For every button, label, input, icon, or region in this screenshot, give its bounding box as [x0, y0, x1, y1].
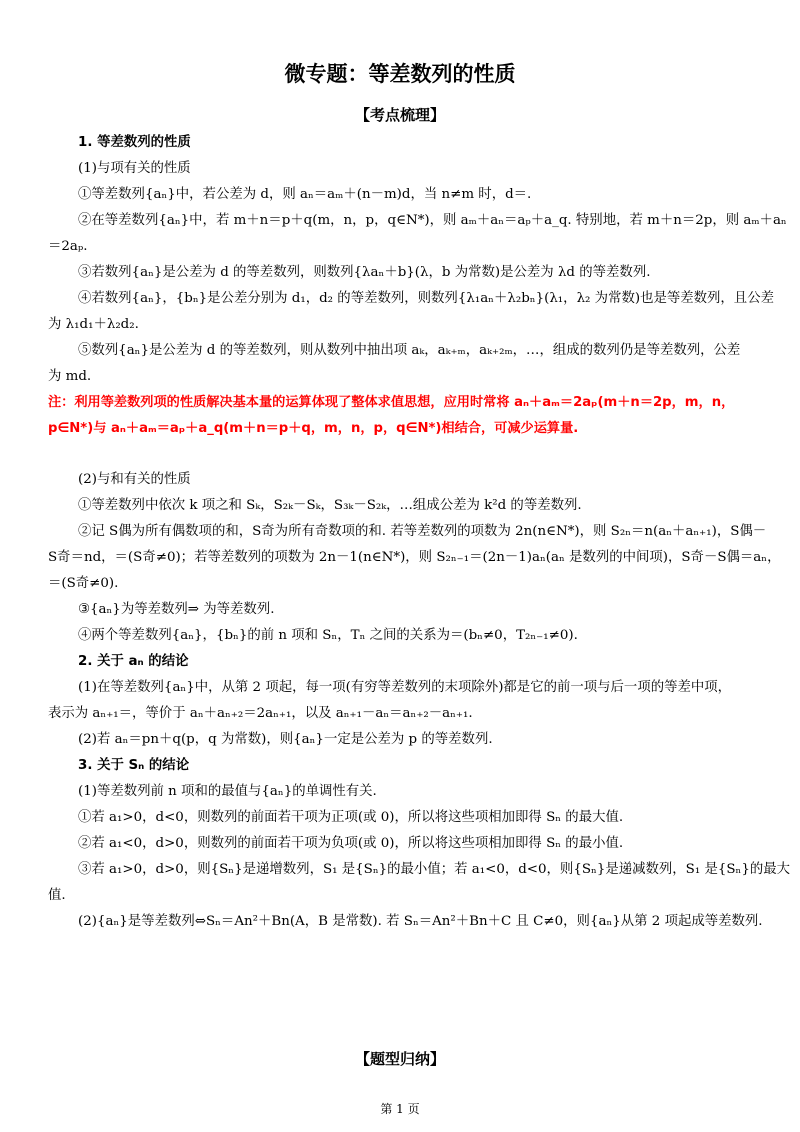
- text-line: ④两个等差数列{aₙ}，{bₙ}的前 n 项和 Sₙ，Tₙ 之间的关系为＝(bₙ≠0，T₂ₙ₋₁≠0).: [78, 628, 578, 643]
- section-heading-kaodian: 【考点梳理】: [354, 106, 445, 124]
- text-line: ③若 a₁>0，d>0，则{Sₙ}是递增数列，S₁ 是{Sₙ}的最小值；若 a₁<0，d<0，则{Sₙ}是递减数列，S₁ 是{Sₙ}的最大: [78, 862, 791, 877]
- text-line: ②记 S偶为所有偶数项的和，S奇为所有奇数项的和. 若等差数列的项数为 2n(n∈N*)，则 S₂ₙ＝n(aₙ＋aₙ₊₁)，S偶－: [78, 524, 767, 539]
- text-line: 为 md.: [48, 369, 92, 384]
- page-number: 第 1 页: [380, 1102, 420, 1116]
- text-line: ③{aₙ}为等差数列⇒ 为等差数列.: [78, 602, 275, 617]
- text-line: ①等差数列{aₙ}中，若公差为 d，则 aₙ＝aₘ＋(n－m)d，当 n≠m 时，d＝.: [78, 187, 532, 202]
- text-line: ⑤数列{aₙ}是公差为 d 的等差数列，则从数列中抽出项 aₖ，aₖ₊ₘ，aₖ₊₂ₘ，…，组成的数列仍是等差数列，公差: [78, 343, 741, 358]
- text-line: ②若 a₁<0，d>0，则数列的前面若干项为负项(或 0)，所以将这些项相加即得 Sₙ 的最小值.: [78, 836, 624, 851]
- text-line: ②在等差数列{aₙ}中，若 m＋n＝p＋q(m，n，p，q∈N*)，则 aₘ＋aₙ＝aₚ＋a_q. 特别地，若 m＋n＝2p，则 aₘ＋aₙ: [78, 213, 787, 228]
- text-line: (2)若 aₙ＝pn＋q(p，q 为常数)，则{aₙ}一定是公差为 p 的等差数列.: [78, 732, 493, 747]
- text-line: ①若 a₁>0，d<0，则数列的前面若干项为正项(或 0)，所以将这些项相加即得 Sₙ 的最大值.: [78, 810, 624, 825]
- text-line: ④若数列{aₙ}，{bₙ}是公差分别为 d₁，d₂ 的等差数列，则数列{λ₁aₙ＋λ₂bₙ}(λ₁，λ₂ 为常数)也是等差数列，且公差: [78, 291, 774, 306]
- text-line: 表示为 aₙ₊₁＝，等价于 aₙ＋aₙ₊₂＝2aₙ₊₁，以及 aₙ₊₁－aₙ＝aₙ₊₂－aₙ₊₁.: [48, 706, 473, 721]
- text-line: ＝(S奇≠0).: [48, 576, 119, 591]
- text-line: ＝2aₚ.: [48, 239, 88, 254]
- note-line: p∈N*)与 aₙ＋aₘ＝aₚ＋a_q(m＋n＝p＋q，m，n，p，q∈N*)相结合，可减少运算量.: [48, 421, 579, 436]
- text-line: ①等差数列中依次 k 项之和 Sₖ，S₂ₖ－Sₖ，S₃ₖ－S₂ₖ，…组成公差为 k²d 的等差数列.: [78, 498, 582, 513]
- page-title: 微专题：等差数列的性质: [284, 62, 516, 86]
- subheading-term-properties: (1)与项有关的性质: [78, 161, 191, 176]
- text-line: 为 λ₁d₁＋λ₂d₂.: [48, 317, 139, 332]
- text-line: (1)等差数列前 n 项和的最值与{aₙ}的单调性有关.: [78, 784, 377, 799]
- text-line: ③若数列{aₙ}是公差为 d 的等差数列，则数列{λaₙ＋b}(λ，b 为常数)是公差为 λd 的等差数列.: [78, 265, 651, 280]
- heading-properties: 1. 等差数列的性质: [78, 135, 191, 150]
- subheading-sum-properties: (2)与和有关的性质: [78, 472, 191, 487]
- text-line: (2){aₙ}是等差数列⇔Sₙ＝An²＋Bn(A，B 是常数). 若 Sₙ＝An²＋Bn＋C 且 C≠0，则{aₙ}从第 2 项起成等差数列.: [78, 914, 763, 929]
- heading-an-conclusions: 2. 关于 aₙ 的结论: [78, 654, 189, 669]
- text-line: (1)在等差数列{aₙ}中，从第 2 项起，每一项(有穷等差数列的末项除外)都是它的前一项与后一项的等差中项，: [78, 680, 732, 695]
- note-line: 注：利用等差数列项的性质解决基本量的运算体现了整体求值思想，应用时常将 aₙ＋aₘ＝2aₚ(m＋n＝2p，m，n，: [48, 395, 735, 410]
- text-line: S奇＝nd，＝(S奇≠0)；若等差数列的项数为 2n－1(n∈N*)，则 S₂ₙ₋₁＝(2n－1)aₙ(aₙ 是数列的中间项)，S奇－S偶＝aₙ，: [48, 550, 781, 565]
- section-heading-tixing: 【题型归纳】: [354, 1050, 445, 1068]
- heading-sn-conclusions: 3. 关于 Sₙ 的结论: [78, 758, 190, 773]
- text-line: 值.: [48, 888, 66, 903]
